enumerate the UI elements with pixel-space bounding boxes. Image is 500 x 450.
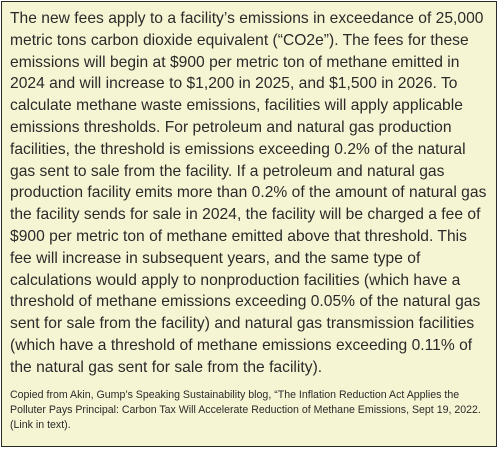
excerpt-body: The new fees apply to a facility’s emissions in exceedance of 25,000 metric tons carbon dioxide equivalent (“CO2e”). The fees for these emissions will begin at $900 per metric ton of methane emitted in 2024 and will increase to $1,200 in 2025, and $1,500 in 2026. To calculate methane waste emissions, facilities will apply applicable emissions thresholds. For petroleum and natural gas production facilities, the threshold is emissions exceeding 0.2% of the natural gas sent to sale from the facility. If a petroleum and natural gas production facility emits more than 0.2% of the amount of natural gas the facility sends for sale in 2024, the facility will be charged a fee of $900 per metric ton of methane emitted above that threshold. This fee will increase in subsequent years, and the same type of calculations would apply to nonproduction facilities (which have a threshold of methane emissions exceeding 0.05% of the natural gas sent for sale from the facility) and natural gas transmission facilities (which have a threshold of methane emissions exceeding 0.11% of the natural gas sent for sale from the facility). [10,10,487,376]
quote-box [1,1,497,447]
citation-text: Copied from Akin, Gump’s Speaking Sustainability blog, “The Inflation Reduction Act Applies the Polluter Pays Principal: Carbon Tax Will Accelerate Reduction of Methane Emissions, Sept 19, 2022. (Link in text). [10,388,481,431]
